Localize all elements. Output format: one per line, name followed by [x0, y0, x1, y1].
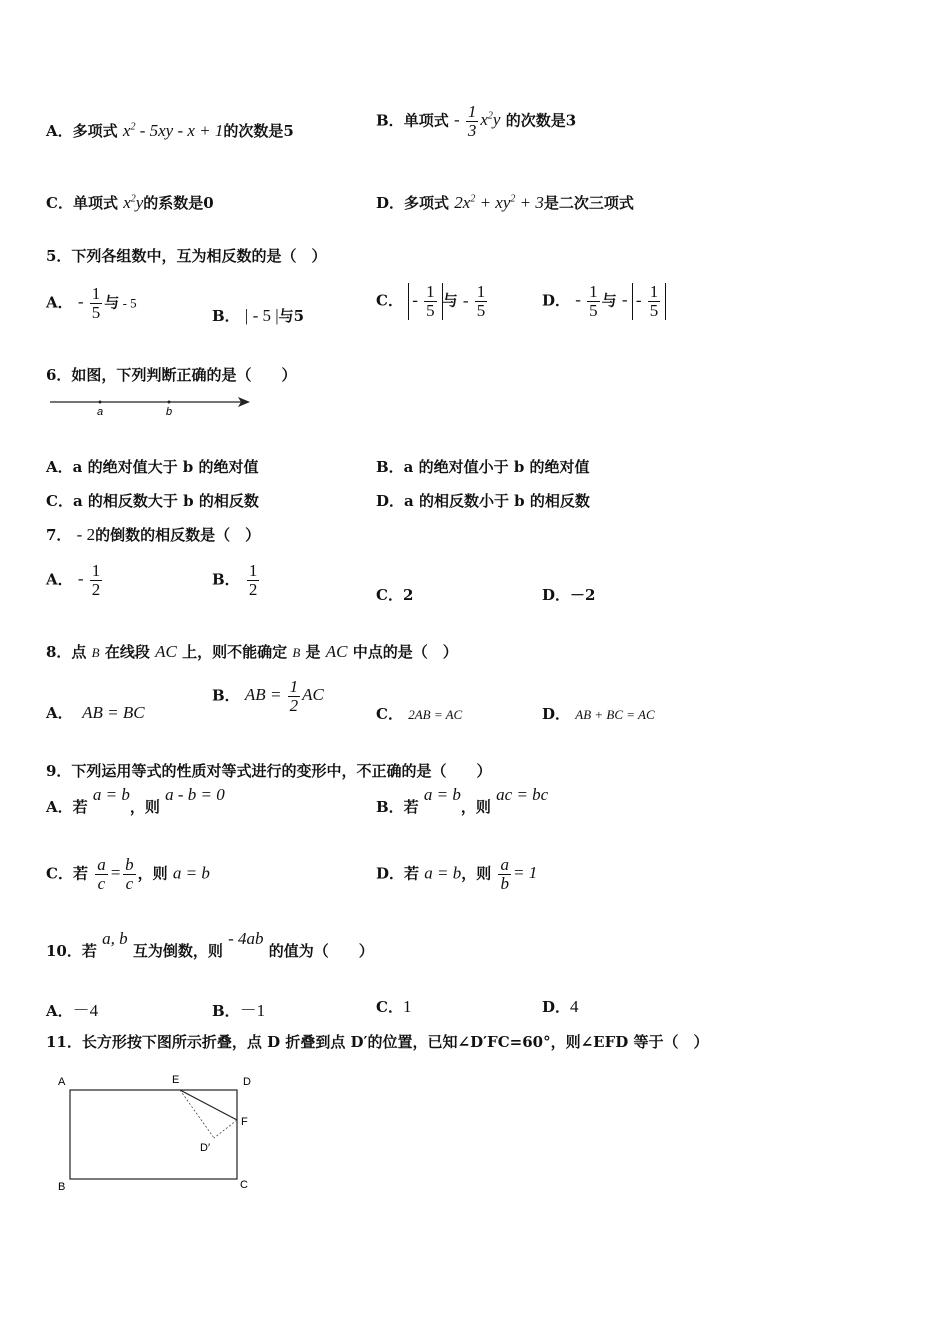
q9-option-b: [376, 785, 549, 817]
question-text: 在线段: [104, 643, 150, 661]
q6-option-a: A．a 的绝对值大于 b 的绝对值: [46, 458, 259, 476]
math-expression: AB = $\frac{1}{2}$ AC: [244, 677, 324, 715]
option-text: 单项式: [72, 194, 118, 212]
math-expression: $x^2y$: [123, 193, 144, 212]
label-a: A: [58, 1076, 66, 1088]
math-expression: - $\frac{1}{5}$: [462, 282, 486, 321]
q5-option-a: [46, 285, 137, 322]
q10-stem: [46, 929, 374, 961]
option-text: ，则: [460, 798, 491, 816]
math-expression: - 5: [119, 295, 137, 311]
label-f: F: [241, 1116, 248, 1128]
q7-option-d: D．－2: [542, 586, 596, 604]
option-text: 多项式: [404, 194, 450, 212]
math-expression: B: [292, 645, 301, 660]
option-label: B．: [376, 111, 404, 130]
option-label: D．: [542, 291, 571, 310]
q5-option-b: [212, 305, 304, 326]
question-text: 10．若: [46, 942, 97, 960]
q4-option-a: [46, 120, 294, 141]
label-d: D: [243, 1076, 251, 1088]
point-b-label: b: [166, 406, 173, 418]
option-text: 单项式: [403, 111, 449, 130]
math-expression: - $\frac{1}{3}$ $x^2y$: [453, 102, 501, 140]
option-label: D．: [542, 705, 571, 723]
q10-option-a: [46, 996, 98, 1021]
folded-edge-fd: [214, 1120, 237, 1138]
option-label: D．若: [376, 864, 420, 883]
option-text: 与: [104, 293, 120, 312]
option-label: C．: [376, 291, 403, 310]
folded-edge-ed: [180, 1090, 214, 1138]
option-text: 与: [442, 291, 458, 310]
option-text: 的次数是5: [223, 122, 294, 140]
question-text: 的倒数的相反数是（ ）: [95, 526, 261, 544]
q6-stem: 6．如图，下列判断正确的是（ ）: [46, 366, 297, 384]
math-expression: a - b = 0: [165, 785, 225, 804]
label-b: B: [58, 1181, 66, 1193]
q6-option-c: C．a 的相反数大于 b 的相反数: [46, 492, 259, 510]
option-value: －4: [72, 1001, 99, 1020]
math-expression: AB = BC: [77, 703, 145, 722]
option-label: C．: [376, 705, 403, 723]
q4-option-b: [376, 103, 576, 140]
math-expression: 2AB = AC: [408, 707, 463, 722]
question-text: 的值为（ ）: [268, 942, 374, 960]
math-expression: - 2: [76, 525, 96, 544]
question-text: 上，则不能确定: [182, 643, 288, 661]
q8-option-d: [542, 703, 655, 724]
math-expression: $\frac{a}{c}$ = $\frac{b}{c}$: [97, 855, 134, 893]
math-expression: - 4ab: [228, 929, 264, 948]
q9-option-a: [46, 785, 225, 817]
option-text: 与: [278, 307, 294, 325]
math-expression: $x^2 - 5xy - x + 1$: [122, 121, 224, 140]
option-label: B．: [212, 570, 240, 589]
option-text: ，则: [137, 864, 168, 883]
math-expression: a = b: [92, 785, 130, 804]
option-label: A．: [46, 122, 73, 140]
question-text: 8．点: [46, 643, 87, 661]
option-label: A．: [46, 704, 73, 722]
math-expression: AC: [325, 642, 348, 661]
q10-option-c: [376, 996, 411, 1017]
option-label: D．: [376, 194, 405, 212]
math-expression: - $\frac{1}{5}$: [77, 284, 101, 322]
q8-option-a: [46, 702, 145, 723]
math-expression: a = b: [424, 863, 462, 883]
q8-option-b: [212, 678, 324, 715]
q10-option-d: [542, 996, 579, 1017]
option-label: B．: [212, 307, 240, 325]
math-expression: a = b: [423, 785, 461, 804]
point-b-dot: [168, 401, 171, 404]
label-e: E: [172, 1074, 180, 1086]
math-expression: $2x^2 + xy^2 + 3$: [454, 193, 544, 212]
q11-stem: 11．长方形按下图所示折叠，点 D 折叠到点 D′的位置，已知∠D′FC=60°，则∠EFD 等于（ ）: [46, 1033, 709, 1051]
option-value: 4: [570, 997, 579, 1016]
math-expression: $\frac{1}{2}$: [248, 561, 258, 599]
number-line-figure: [46, 393, 256, 419]
fold-line-ef: [180, 1090, 237, 1120]
option-text: 是二次三项式: [543, 194, 634, 212]
math-expression: - $\frac{1}{5}$: [408, 283, 442, 320]
option-text: 多项式: [72, 122, 118, 140]
q9-stem: 9．下列运用等式的性质对等式进行的变形中，不正确的是（ ）: [46, 762, 492, 780]
option-label: A．: [46, 570, 73, 589]
q9-option-d: [376, 856, 537, 893]
q7-option-c: C．2: [376, 586, 414, 604]
rectangle-abcd: [70, 1090, 237, 1179]
math-expression: $\frac{a}{b}$ = 1: [500, 855, 538, 893]
q8-stem: [46, 641, 458, 662]
q4-option-c: [46, 192, 214, 213]
question-text: 中点的是（ ）: [352, 643, 458, 661]
math-expression: AB + BC = AC: [575, 707, 655, 722]
question-text: 是: [305, 643, 321, 661]
option-text: 5: [293, 307, 305, 325]
option-value: －1: [239, 1001, 266, 1020]
q7-stem: [46, 524, 260, 545]
option-value: 1: [402, 997, 412, 1016]
q7-option-b: [212, 562, 261, 599]
point-a-dot: [99, 401, 102, 404]
option-label: C．: [46, 194, 73, 212]
q6-option-d: D．a 的相反数小于 b 的相反数: [376, 492, 590, 510]
option-text: 的次数是3: [505, 111, 577, 130]
point-a-label: a: [97, 406, 104, 418]
math-expression: AC: [155, 642, 177, 661]
option-label: B．: [212, 1002, 240, 1020]
option-label: A．: [46, 293, 73, 312]
folded-rectangle-figure: [50, 1068, 260, 1196]
q7-option-a: [46, 562, 104, 599]
label-d-prime: D′: [200, 1142, 211, 1154]
option-label: C．若: [46, 864, 88, 883]
option-label: B．: [212, 686, 240, 705]
option-label: D．: [542, 998, 571, 1016]
q5-option-d: [542, 283, 666, 320]
q6-option-b: B．a 的绝对值小于 b 的绝对值: [376, 458, 590, 476]
math-expression: ac = bc: [496, 785, 549, 804]
math-expression: B: [91, 645, 100, 660]
option-text: 与: [601, 291, 617, 310]
math-expression: - $\frac{1}{5}$: [575, 282, 598, 320]
math-expression: - - $\frac{1}{5}$: [622, 290, 666, 309]
option-label: A．若: [46, 798, 88, 816]
q10-option-b: [212, 996, 265, 1021]
option-label: C．: [376, 998, 403, 1016]
option-text: 的系数是0: [143, 194, 214, 212]
option-label: B．若: [376, 798, 419, 816]
math-expression: - $\frac{1}{2}$: [77, 561, 101, 599]
q5-stem: 5．下列各组数中，互为相反数的是（ ）: [46, 247, 327, 265]
label-c: C: [240, 1179, 248, 1191]
q4-option-d: [376, 192, 634, 213]
math-expression: a, b: [102, 929, 128, 948]
question-number: 7．: [46, 526, 72, 544]
math-expression: | - 5 |: [244, 306, 279, 325]
q5-option-c: [376, 283, 489, 320]
option-text: ，则: [461, 864, 492, 883]
question-text: 互为倒数，则: [132, 942, 223, 960]
option-label: A．: [46, 1002, 73, 1020]
option-text: ，则: [129, 798, 160, 816]
q9-option-c: [46, 856, 210, 893]
q8-option-c: [376, 703, 462, 724]
math-expression: a = b: [172, 863, 210, 883]
